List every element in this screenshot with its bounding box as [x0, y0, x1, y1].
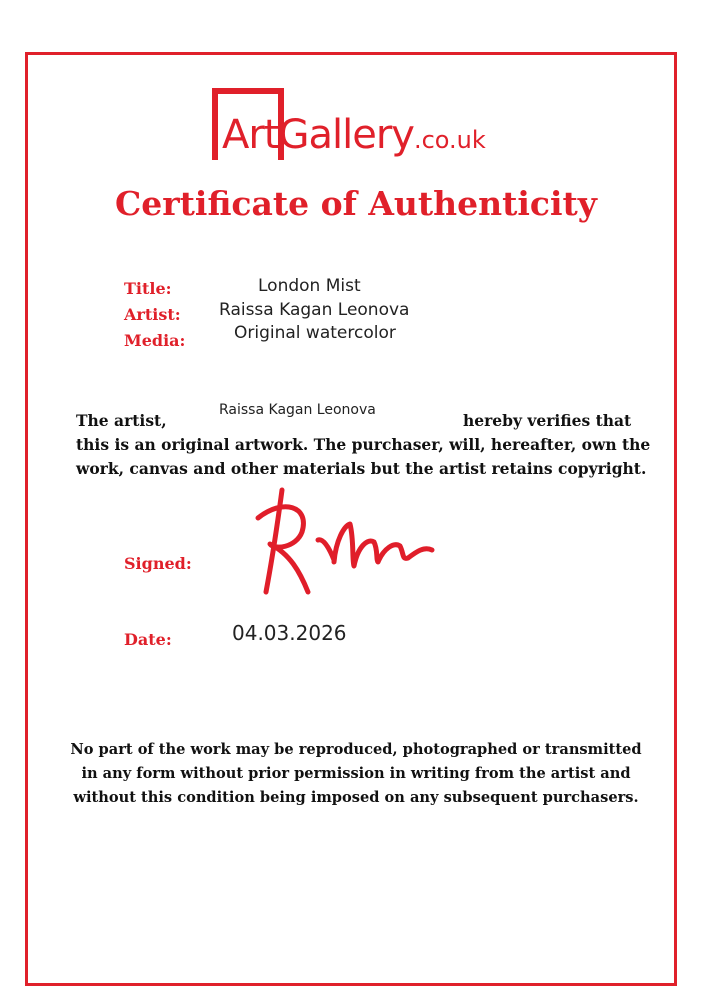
logo-tld: .co.uk	[413, 126, 486, 154]
statement-suffix: hereby verifies that	[463, 411, 632, 430]
title-label: Title:	[124, 279, 172, 298]
copyright-notice-line-2: in any form without prior permission in writing from the artist and	[81, 765, 631, 782]
title-value: London Mist	[258, 276, 361, 296]
date-value: 04.03.2026	[232, 621, 347, 645]
logo-wordmark	[222, 112, 486, 158]
date-label: Date:	[124, 630, 172, 649]
artist-value: Raissa Kagan Leonova	[219, 300, 410, 320]
copyright-notice-line-1: No part of the work may be reproduced, photographed or transmitted	[70, 741, 642, 758]
statement-line-2: this is an original artwork. The purchaser, will, hereafter, own the	[76, 435, 651, 454]
copyright-notice-line-3: without this condition being imposed on any subsequent purchasers.	[73, 789, 639, 806]
statement-line-3: work, canvas and other materials but the artist retains copyright.	[76, 459, 647, 478]
signed-label: Signed:	[124, 554, 192, 573]
certificate-title: Certificate of Authenticity	[115, 184, 597, 223]
statement-prefix: The artist,	[76, 411, 167, 430]
media-label: Media:	[124, 331, 186, 350]
statement-artist-name: Raissa Kagan Leonova	[219, 402, 376, 418]
artist-signature	[238, 480, 438, 610]
logo-brand-name: ArtGallery	[222, 112, 414, 158]
artist-label: Artist:	[124, 305, 181, 324]
media-value: Original watercolor	[234, 323, 396, 343]
artgallery-logo	[212, 88, 532, 168]
